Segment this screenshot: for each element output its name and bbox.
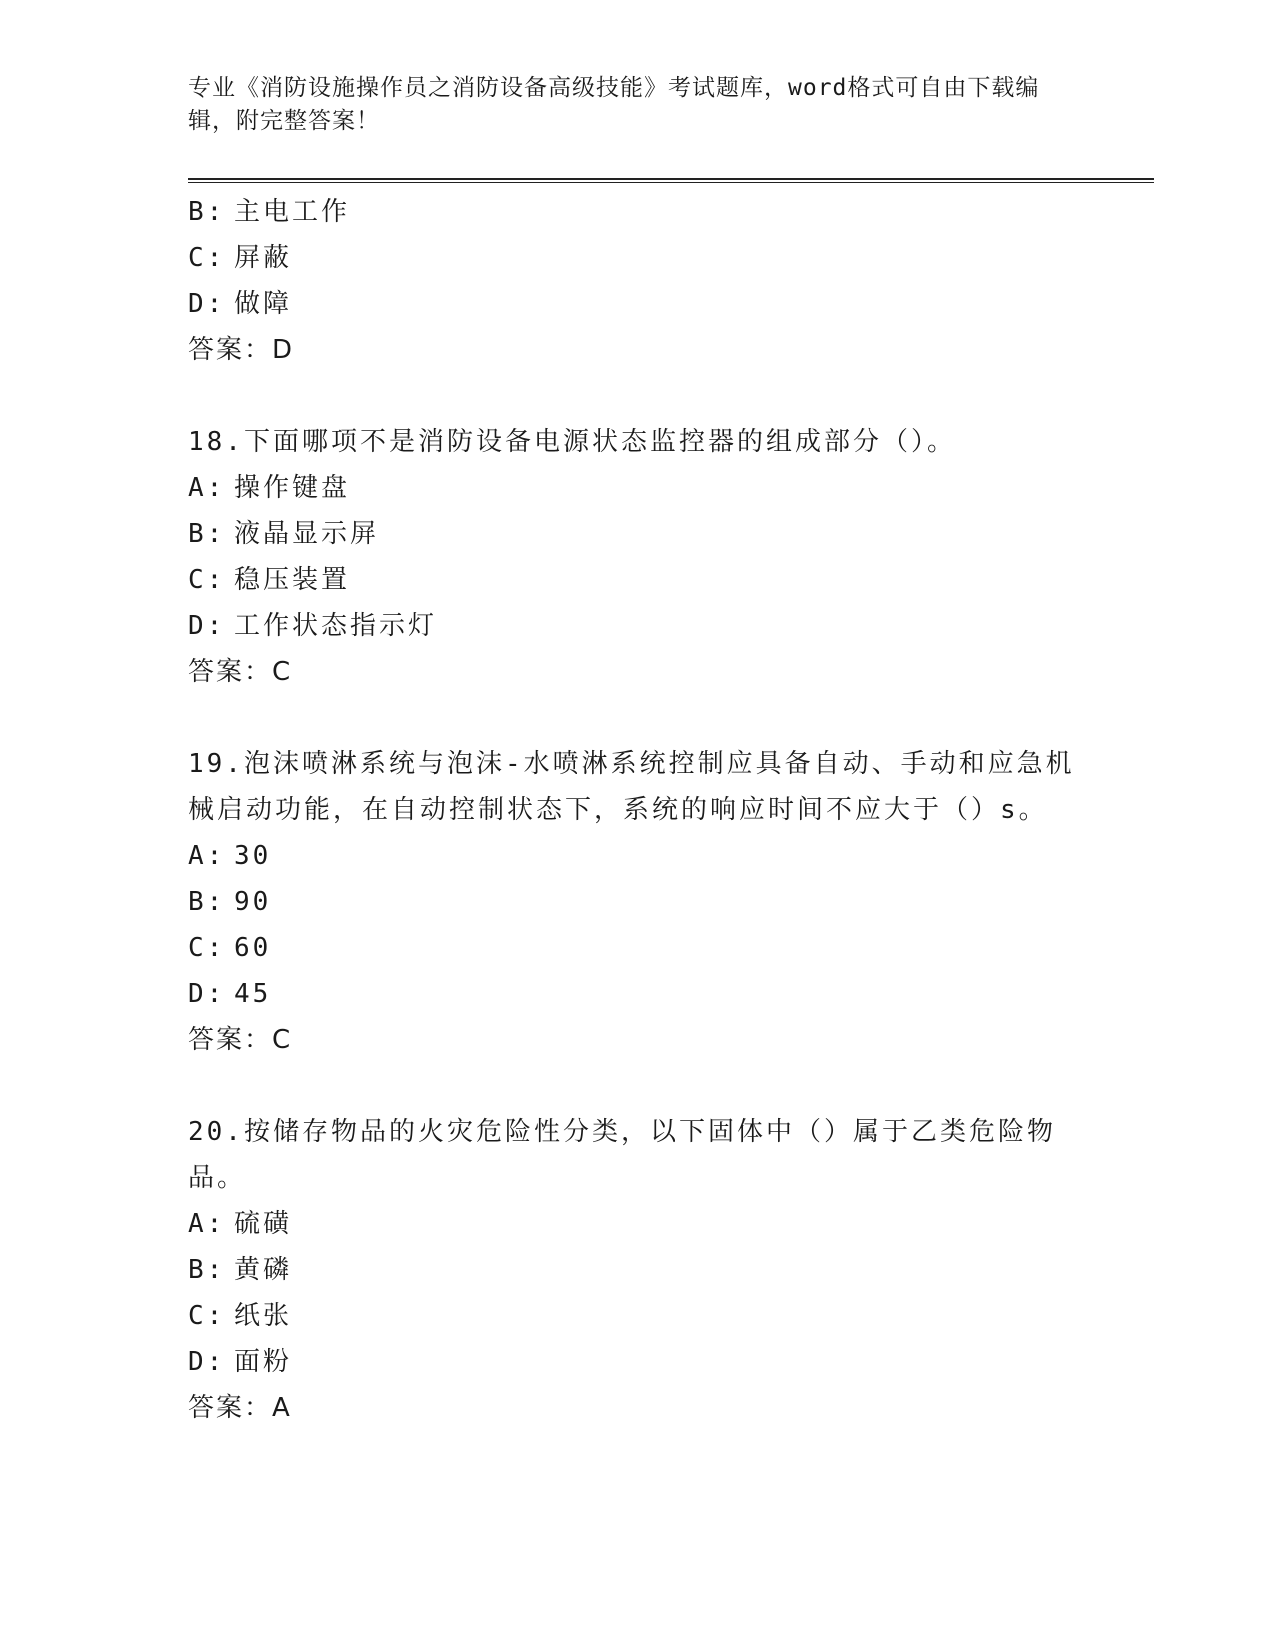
option-key: C: [188,243,226,273]
question-18 [188,419,1088,695]
option-a [188,465,1088,511]
option-text: 45 [234,979,272,1009]
option-key: D: [188,289,226,319]
option-text: 纸张 [234,1301,293,1331]
document-body [188,189,1088,1431]
answer: 答案：C [188,1025,293,1055]
option-text: 稳压装置 [234,565,351,595]
question-text: 18.下面哪项不是消防设备电源状态监控器的组成部分（）。 [188,427,956,457]
option-text: 90 [234,887,272,917]
option-key: B: [188,519,226,549]
option-text: 工作状态指示灯 [234,611,438,641]
option-text: 液晶显示屏 [234,519,380,549]
option-c [188,557,1088,603]
question-text: 20.按储存物品的火灾危险性分类，以下固体中（）属于乙类危险物品。 [188,1117,1056,1193]
option-key: B: [188,887,226,917]
question-text: 19.泡沫喷淋系统与泡沫-水喷淋系统控制应具备自动、手动和应急机械启动功能，在自动控制状态下，系统的响应时间不应大于（）s。 [188,749,1075,825]
option-text: 做障 [234,289,293,319]
option-key: C: [188,565,226,595]
option-a [188,1201,1088,1247]
document-header: 专业《消防设施操作员之消防设备高级技能》考试题库，word格式可自由下载编辑，附完整答案！ [188,75,1040,134]
option-key: D: [188,611,226,641]
option-text: 60 [234,933,272,963]
spacer [188,1063,1088,1109]
option-text: 30 [234,841,272,871]
spacer [188,695,1088,741]
spacer [188,373,1088,419]
option-d [188,971,1088,1017]
option-key: A: [188,473,226,503]
option-c [188,235,1088,281]
option-b [188,511,1088,557]
option-key: B: [188,1255,226,1285]
option-text: 操作键盘 [234,473,351,503]
option-key: C: [188,933,226,963]
option-key: B: [188,197,226,227]
option-b [188,879,1088,925]
question-17 [188,189,1088,373]
option-b [188,1247,1088,1293]
answer: 答案：C [188,657,293,687]
option-d [188,603,1088,649]
option-text: 屏蔽 [234,243,293,273]
answer: 答案：A [188,1393,292,1423]
option-key: A: [188,1209,226,1239]
option-c [188,1293,1088,1339]
option-d [188,1339,1088,1385]
option-key: A: [188,841,226,871]
option-key: D: [188,1347,226,1377]
option-key: D: [188,979,226,1009]
option-key: C: [188,1301,226,1331]
answer: 答案：D [188,335,295,365]
option-text: 面粉 [234,1347,293,1377]
option-b [188,189,1088,235]
option-c [188,925,1088,971]
option-text: 黄磷 [234,1255,293,1285]
question-20 [188,1109,1088,1431]
option-a [188,833,1088,879]
question-19 [188,741,1088,1063]
option-text: 硫磺 [234,1209,293,1239]
option-d [188,281,1088,327]
header-divider [188,178,1154,183]
option-text: 主电工作 [234,197,351,227]
